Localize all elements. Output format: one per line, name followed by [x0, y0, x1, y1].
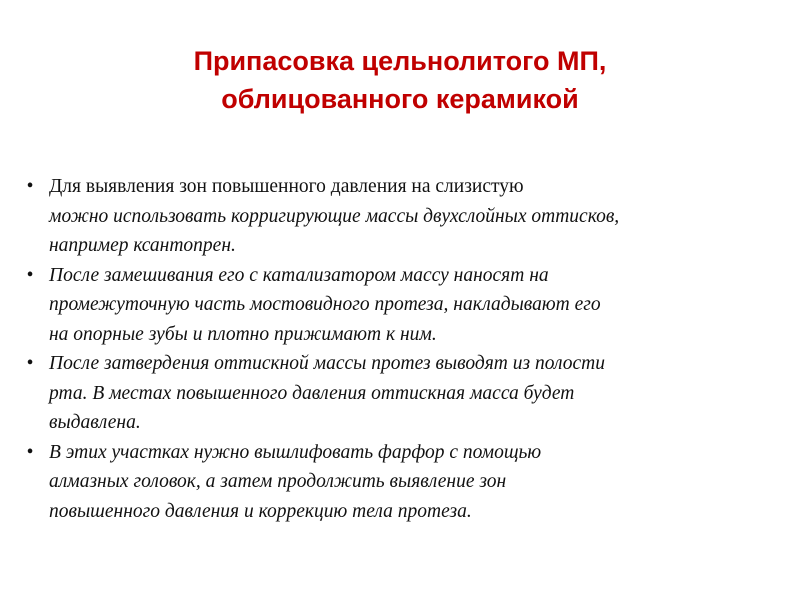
slide-title [60, 42, 740, 118]
bullet-line: выдавлена. [49, 412, 141, 433]
bullet-line: можно использовать корригирующие массы двухслойных оттисков, [49, 205, 620, 227]
bullet-line: промежуточную часть мостовидного протеза, накладывают его [49, 294, 601, 315]
bullet-marker: • [26, 176, 34, 197]
bullet-line: повышенного давления и коррекцию тела протеза. [49, 500, 472, 522]
bullet-text [49, 438, 782, 527]
bullet-line: После затвердения оттискной массы протез выводят из полости [49, 353, 605, 374]
title-line-2: облицованного керамикой [221, 84, 579, 114]
bullet-item-1 [22, 172, 782, 261]
bullet-item-2 [22, 261, 782, 350]
bullet-text [49, 261, 782, 350]
bullet-line: В этих участках нужно вышлифовать фарфор с помощью [49, 441, 542, 463]
bullet-marker: • [26, 441, 34, 463]
bullet-list [22, 172, 782, 526]
bullet-line: рта. В местах повышенного давления оттискная масса будет [49, 382, 575, 404]
bullet-line: Для выявления зон повышенного давления на слизистую [49, 176, 524, 197]
bullet-line: на опорные зубы и плотно прижимают к ним. [49, 323, 437, 345]
bullet-text [49, 172, 782, 261]
bullet-line: После замешивания его с катализатором массу наносят на [49, 264, 549, 286]
bullet-item-3 [22, 349, 782, 438]
title-line-1: Припасовка цельнолитого МП, [193, 46, 607, 76]
bullet-text [49, 349, 782, 438]
bullet-marker: • [26, 353, 34, 374]
bullet-line: алмазных головок, а затем продолжить выявление зон [49, 471, 507, 492]
bullet-marker: • [26, 264, 34, 286]
bullet-line: например ксантопрен. [49, 235, 236, 256]
bullet-item-4 [22, 438, 782, 527]
